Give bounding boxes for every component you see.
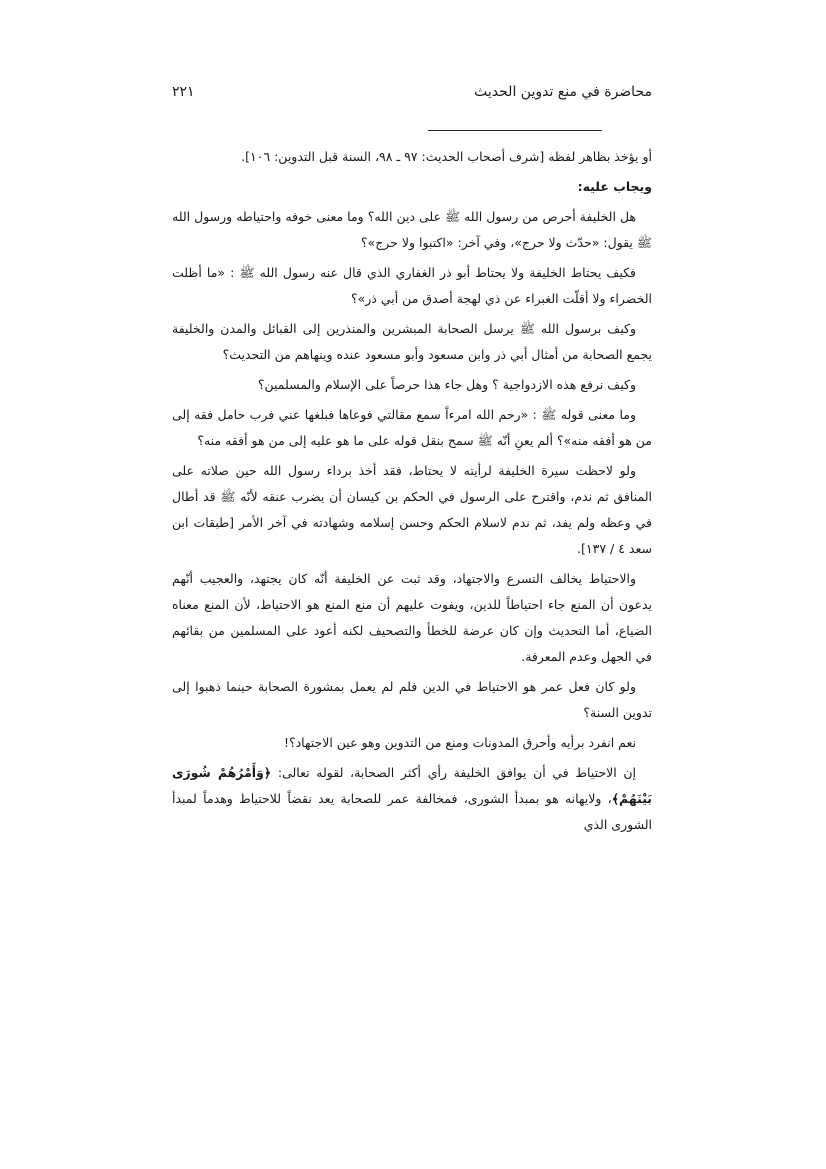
body-text	[172, 144, 652, 842]
paragraph: نعم انفرد برأيه وأحرق المدونات ومنع من التدوين وهو عين الاجتهاد؟!	[283, 735, 636, 750]
paragraph: والاحتياط يخالف التسرع والاجتهاد، وقد ثبت عن الخليفة أنّه كان يجتهد، والعجيب أنّهم يدعون أن المنع جاء احتياطاً للدين، ويفوت عليهم أن منع المنع هو الاحتياط، لأن المنع معناه الضياع، أما التحديث وإن كان عرضة للخطأ والتصحيف لكنه أعود على المسلمين من بقائهم في الجهل وعدم المعرفة.	[172, 571, 652, 664]
paragraph-last	[172, 760, 652, 838]
quran-verse: ﴿وَأَمْرُهُمْ شُورَى بَيْنَهُمْ﴾	[172, 765, 652, 806]
page-header	[172, 84, 652, 108]
text-run: إن الاحتياط في أن يوافق الخليفة رأي أكثر الصحابة، لقوله تعالى:	[271, 765, 637, 780]
running-title: محاضرة في منع تدوين الحديث	[474, 84, 652, 100]
paragraph: ولو لاحظت سيرة الخليفة لرأيته لا يحتاط، فقد أخذ برداء رسول الله حين صلاته على المنافق ثم ندم، واقترح على الرسول في الحكم بن كيسان أن يضرب عنقه لأنّه ﷺ قد أطال في وعظه ولم يفد، ثم ندم لاسلام الحكم وحسن إسلامه وشهادته في آخر الأمر [طبقات ابن سعد ٤ / ١٣٧].	[172, 463, 652, 556]
paragraph: فكيف يحتاط الخليفة ولا يحتاط أبو ذر الغفاري الذي قال عنه رسول الله ﷺ : «ما أظلت الخضراء ولا أقلّت الغبراء عن ذي لهجة أصدق من أبي ذر»؟	[172, 265, 652, 306]
footnote-reference: أو يؤخذ بظاهر لفظه [شرف أصحاب الحديث: ٩٧ ـ ٩٨، السنة قبل التدوين: ١٠٦].	[241, 149, 652, 164]
paragraph: وما معنى قوله ﷺ : «رحم الله امرءاً سمع مقالتي فوعاها فبلغها عني فرب حامل فقه إلى من هو أفقه منه»؟ ألم يعنِ أنّه ﷺ سمح بنقل قوله على ما هو عليه إلى من هو أفقه منه؟	[172, 407, 652, 448]
paragraph: ولو كان فعل عمر هو الاحتياط في الدين فلم لم يعمل بمشورة الصحابة حينما ذهبوا إلى تدوين السنة؟	[172, 679, 652, 720]
paragraph: هل الخليفة أحرص من رسول الله ﷺ على دين الله؟ وما معنى خوفه واحتياطه ورسول الله ﷺ يقول: «حدّث ولا حرج»، وفي آخر: «اكتبوا ولا حرج»؟	[172, 209, 652, 250]
page-number: ٢٢١	[172, 84, 195, 100]
footnote-separator	[428, 130, 602, 131]
paragraph: وكيف نرفع هذه الازدواجية ؟ وهل جاء هذا حرصاً على الإسلام والمسلمين؟	[257, 377, 636, 392]
section-heading: ويجاب عليه:	[577, 179, 652, 194]
paragraph: وكيف برسول الله ﷺ يرسل الصحابة المبشرين والمنذرين إلى القبائل والمدن والخليفة يجمع الصحابة من أمثال أبي ذر وابن مسعود وأبو مسعود عنده وينهاهم من التحديث؟	[172, 321, 652, 362]
text-run: ، ولايهانه هو بمبدأ الشورى، فمخالفة عمر للصحابة يعد نقضاً للاحتياط وهدماً لمبدأ الشورى الذي	[172, 791, 652, 832]
